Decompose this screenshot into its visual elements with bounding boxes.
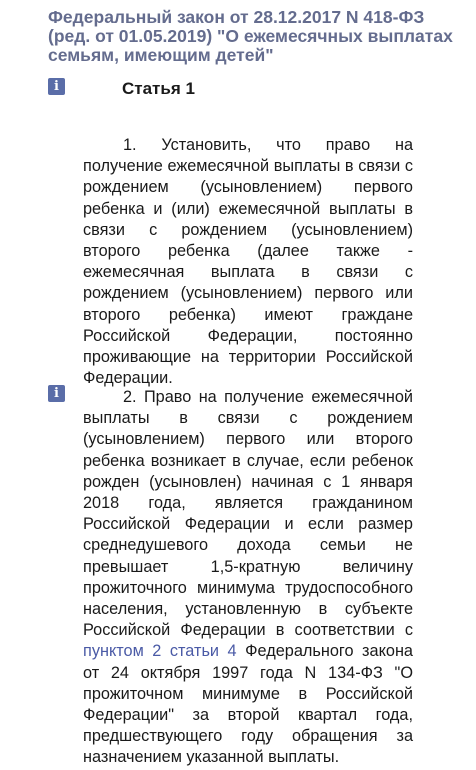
article-paragraph-2 — [83, 387, 413, 769]
info-icon[interactable]: i — [48, 78, 65, 95]
article-heading: Статья 1 — [122, 79, 195, 98]
article-paragraph-1: 1. Установить, что право на получение ежемесячной выплаты в связи с рождением (усыновлением) первого ребенка и (или) ежемесячной выплаты в связи с рождением (усыновлением) второго ребенка (далее также - ежемесячная выплата в связи с рождением (усыновлением) первого или второго ребенка) имеют граждане Российской Федерации, постоянно проживающие на территории Российской Федерации. — [83, 136, 413, 388]
paragraph-2-text-end: Федерального закона от 24 октября 1997 года N 134-ФЗ "О прожиточном минимуме в Российской Федерации" за второй квартал года, предшествующего году обращения за назначением указанной выплаты. — [83, 642, 413, 767]
info-icon[interactable]: i — [48, 385, 65, 402]
law-reference-link[interactable]: пунктом 2 статьи 4 — [83, 642, 237, 661]
document-title: Федеральный закон от 28.12.2017 N 418-ФЗ (ред. от 01.05.2019) "О ежемесячных выплатах семьям, имеющим детей" — [48, 7, 453, 65]
paragraph-2-text-start: 2. Право на получение ежемесячной выплаты в связи с рождением (усыновлением) первого или второго ребенка возникает в случае, если ребенок рожден (усыновлен) начиная с 1 января 2018 года, является гражданином Российской Федерации и если размер среднедушевого дохода семьи не превышает 1,5-кратную величину прожиточного минимума трудоспособного населения, установленную в субъекте Российской Федерации в соответствии с — [83, 388, 413, 640]
